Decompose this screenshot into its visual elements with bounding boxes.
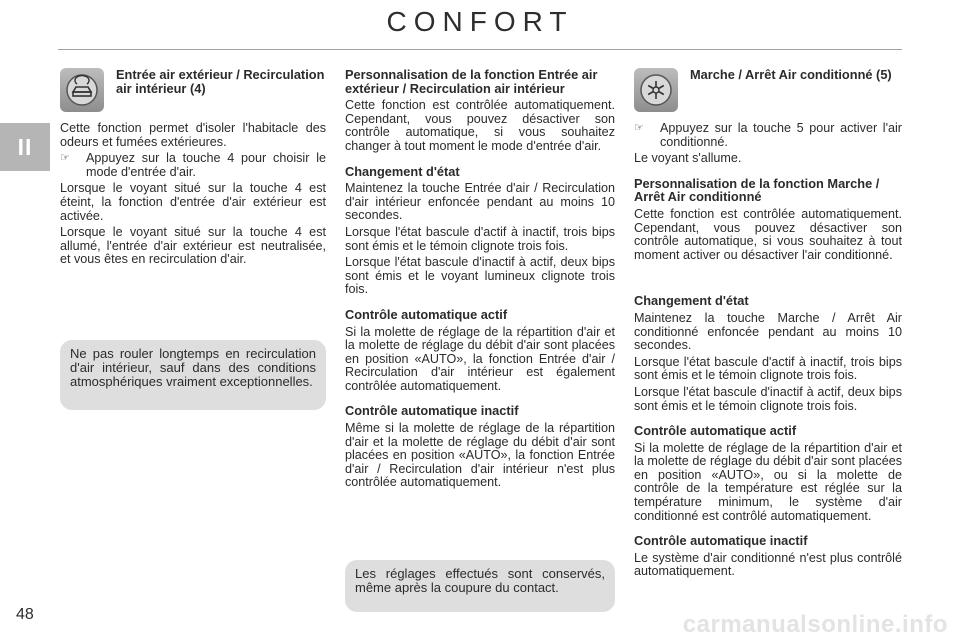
paragraph: Maintenez la touche Marche / Arrêt Air conditionné enfoncée pendant au moins 10 secondes. (634, 310, 902, 353)
title-divider (58, 49, 902, 50)
section-heading: Marche / Arrêt Air conditionné (5) (690, 67, 892, 82)
pointing-hand-icon: ☞ (60, 152, 70, 165)
chapter-tab: II (0, 123, 50, 171)
page-number: 48 (16, 606, 34, 623)
car-recirculation-icon (60, 68, 104, 112)
paragraph: Si la molette de réglage de la répartition d'air et la molette de réglage du débit d'air sont placées en position «AUTO», la fonction Entrée d'air / Recirculation d'air intérieur est également contrôlée automatiquement. (345, 324, 615, 393)
paragraph: Cette fonction est contrôlée automatiquement. Cependant, vous pouvez désactiver son contrôle automatique, si vous souhaitez à tout moment activer ou désactiver l'air conditionné. (634, 206, 902, 262)
snowflake-ac-icon (634, 68, 678, 112)
column-air-conditioning (634, 68, 902, 582)
bullet-text: Appuyez sur la touche 5 pour activer l'air conditionné. (660, 121, 902, 149)
paragraph: Lorsque l'état bascule d'actif à inactif, trois bips sont émis et le témoin clignote trois fois. (634, 354, 902, 383)
bullet-item (634, 122, 902, 149)
subheading-auto-active: Contrôle automatique actif (345, 306, 508, 322)
subheading-auto-inactive: Contrôle automatique inactif (634, 533, 808, 549)
paragraph: Lorsque l'état bascule d'inactif à actif, deux bips sont émis et le témoin clignote trois fois. (634, 384, 902, 413)
page-title: CONFORT (386, 6, 574, 37)
paragraph: Maintenez la touche Entrée d'air / Recirculation d'air intérieur enfoncée pendant au moins 10 secondes. (345, 181, 615, 223)
paragraph: Le voyant s'allume. (634, 151, 742, 166)
paragraph: Lorsque l'état bascule d'inactif à actif, deux bips sont émis et le voyant lumineux clignote trois fois. (345, 255, 615, 297)
subheading-personalisation: Personnalisation de la fonction Marche / Arrêt Air conditionné (634, 175, 880, 205)
paragraph: Le système d'air conditionné n'est plus contrôlé automatiquement. (634, 550, 902, 579)
section-heading: Personnalisation de la fonction Entrée air extérieur / Recirculation air intérieur (345, 67, 598, 96)
bullet-text: Appuyez sur la touche 4 pour choisir le mode d'entrée d'air. (86, 151, 326, 179)
subheading-auto-inactive: Contrôle automatique inactif (345, 403, 519, 419)
section-header-ac (634, 68, 902, 118)
paragraph: Même si la molette de réglage de la répartition d'air et la molette de réglage du débit d'air sont placées en position «AUTO», la fonction Entrée d'air / Recirculation d'air intérieur n'est plus contrôlée automatiquement. (345, 421, 615, 490)
subheading-change-state: Changement d'état (634, 293, 749, 309)
paragraph: Lorsque l'état bascule d'actif à inactif, trois bips sont émis et le témoin clignote trois fois. (345, 224, 615, 253)
section-heading: Entrée air extérieur / Recirculation air intérieur (4) (116, 67, 325, 96)
pointing-hand-icon: ☞ (634, 122, 644, 134)
paragraph: Cette fonction permet d'isoler l'habitacle des odeurs et fumées extérieures. (60, 121, 326, 149)
note-box-recirculation: Ne pas rouler longtemps en recirculation d'air intérieur, sauf dans des conditions atmosphériques vraiment exceptionnelles. (60, 340, 326, 410)
column-recirculation (60, 68, 326, 270)
subheading-change-state: Changement d'état (345, 163, 460, 179)
subheading-auto-active: Contrôle automatique actif (634, 423, 797, 439)
paragraph: Cette fonction est contrôlée automatiquement. Cependant, vous pouvez désactiver son contrôle automatique, si vous souhaitez changer à tout moment le mode d'entrée d'air. (345, 98, 615, 153)
watermark-text: carmanualsonline.info (682, 611, 948, 638)
paragraph: Si la molette de réglage de la répartition d'air et la molette de réglage du débit d'air sont placées en position «AUTO», ou si la molette de contrôle de la température est réglée sur la température minimum, le système d'air conditionné est contrôlé automatiquement. (634, 440, 902, 523)
paragraph: Lorsque le voyant situé sur la touche 4 est allumé, l'entrée d'air extérieur est neutralisée, et vous êtes en recirculation d'air. (60, 225, 326, 267)
paragraph: Lorsque le voyant situé sur la touche 4 est éteint, la fonction d'entrée d'air extérieur est activée. (60, 181, 326, 223)
note-box-settings-kept: Les réglages effectués sont conservés, même après la coupure du contact. (345, 560, 615, 612)
column-personalisation-air (345, 68, 615, 493)
section-header-recirculation (60, 68, 326, 118)
bullet-item (60, 152, 326, 179)
